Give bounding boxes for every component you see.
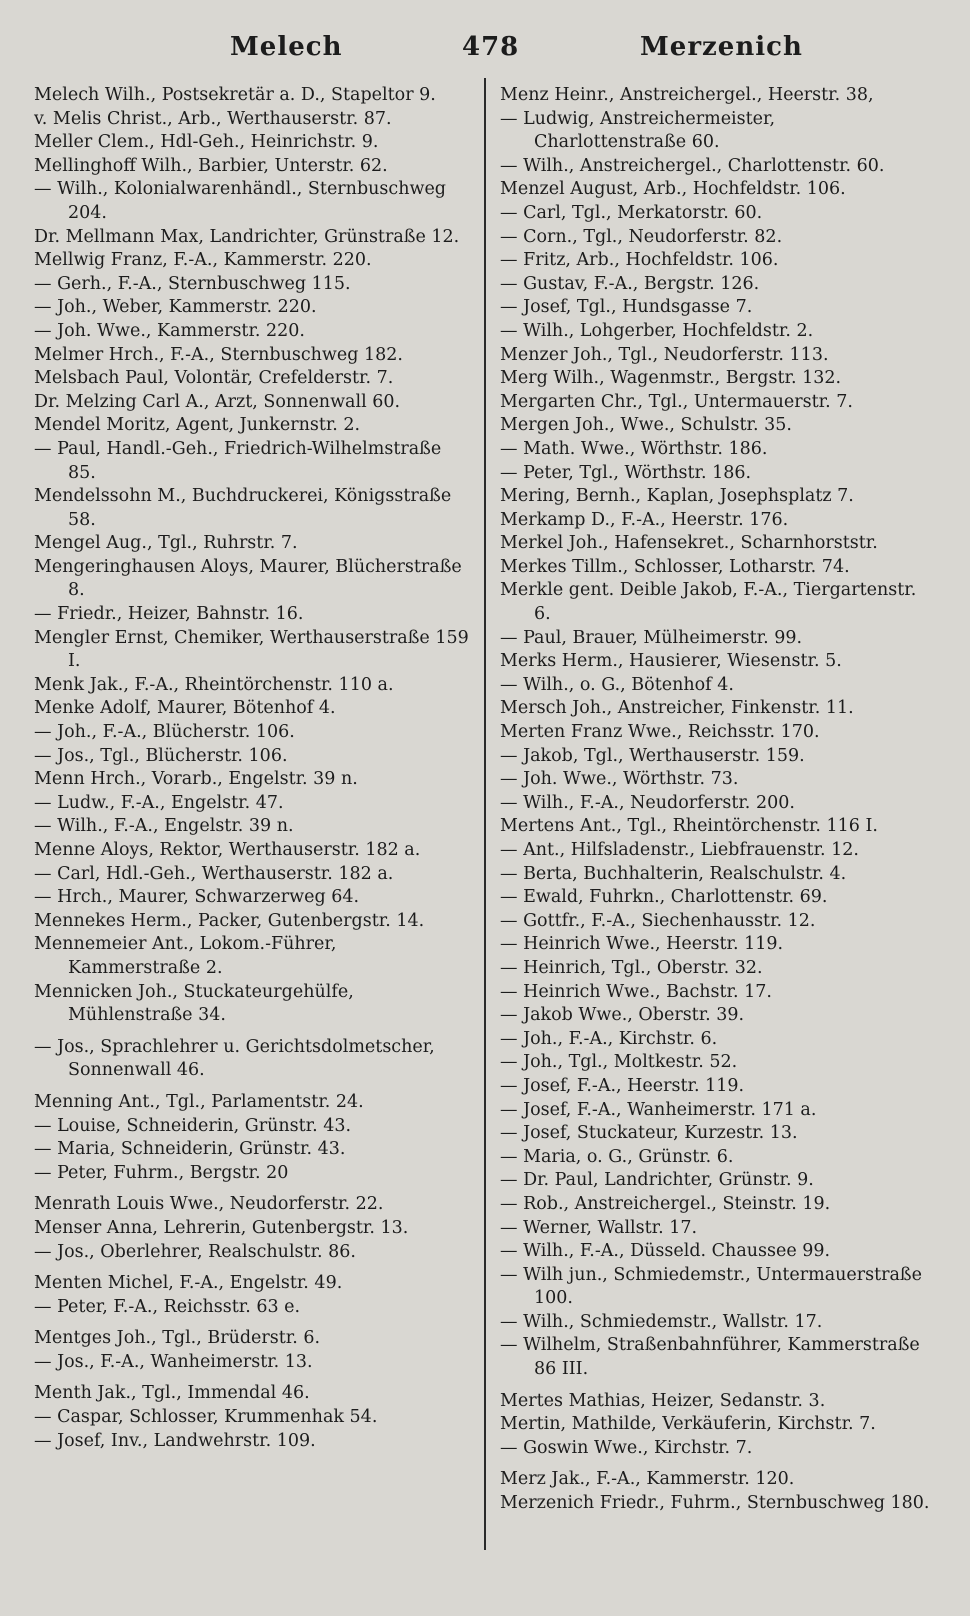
directory-entry: — Ant., Hilfsladenstr., Liebfrauenstr. 12. [500, 840, 859, 860]
header-first-entry: Melech [230, 32, 343, 62]
directory-entry: — Wilh., F.-A., Neudorferstr. 200. [500, 792, 795, 813]
directory-entry: Menke Adolf, Maurer, Bötenhof 4. [34, 698, 336, 719]
directory-entry: — Ewald, Fuhrkn., Charlottenstr. 69. [500, 887, 828, 908]
directory-entry: — Hrch., Maurer, Schwarzerweg 64. [34, 887, 360, 908]
directory-entry: — Wilh., o. G., Bötenhof 4. [500, 674, 734, 695]
directory-entry: Merkamp D., F.-A., Heerstr. 176. [500, 509, 789, 530]
directory-entry: — Paul, Handl.-Geh., Friedrich-Wilhelmstraße 85. [34, 438, 442, 483]
directory-entry: Menne Aloys, Rektor, Werthauserstr. 182 a. [34, 840, 421, 860]
directory-entry: Menk Jak., F.-A., Rheintörchenstr. 110 a. [34, 674, 394, 695]
directory-entry: — Carl, Tgl., Merkatorstr. 60. [500, 202, 763, 223]
directory-entry: — Wilh., F.-A., Düsseld. Chaussee 99. [500, 1241, 831, 1262]
directory-entry: Merkel Joh., Hafensekret., Scharnhorststr. [500, 533, 878, 554]
directory-entry: — Joh., F.-A., Blücherstr. 106. [34, 722, 295, 743]
directory-entry: — Math. Wwe., Wörthstr. 186. [500, 438, 768, 459]
directory-entry: — Joh. Wwe., Kammerstr. 220. [34, 320, 305, 341]
header-last-entry: Merzenich [640, 32, 803, 62]
directory-entry: — Ludw., F.-A., Engelstr. 47. [34, 792, 284, 813]
directory-entry: Mennicken Joh., Stuckateurgehülfe, Mühlenstraße 34. [34, 981, 354, 1026]
directory-entry: Menzer Joh., Tgl., Neudorferstr. 113. [500, 344, 829, 365]
directory-entry: — Ludwig, Anstreichermeister, Charlottenstraße 60. [500, 108, 776, 153]
directory-entry: Mersch Joh., Anstreicher, Finkenstr. 11. [500, 698, 854, 719]
directory-entry: — Joh. Wwe., Wörthstr. 73. [500, 769, 739, 790]
directory-entry: Mering, Bernh., Kaplan, Josephsplatz 7. [500, 486, 854, 507]
directory-entry: — Jos., F.-A., Wanheimerstr. 13. [34, 1351, 313, 1372]
directory-entry: Menser Anna, Lehrerin, Gutenbergstr. 13. [34, 1217, 409, 1238]
directory-entry: Mengeringhausen Aloys, Maurer, Blücherstraße 8. [34, 556, 462, 601]
directory-entry: — Caspar, Schlosser, Krummenhak 54. [34, 1407, 378, 1428]
directory-entry: — Jos., Sprachlehrer u. Gerichtsdolmetscher, Sonnenwall 46. [34, 1036, 435, 1081]
directory-entry: Menth Jak., Tgl., Immendal 46. [34, 1383, 310, 1404]
directory-entry: Menning Ant., Tgl., Parlamentstr. 24. [34, 1091, 364, 1112]
directory-entry: — Jos., Tgl., Blücherstr. 106. [34, 745, 288, 766]
directory-entry: — Josef, F.-A., Heerstr. 119. [500, 1075, 745, 1096]
directory-entry: — Maria, o. G., Grünstr. 6. [500, 1146, 734, 1167]
column-divider [484, 78, 486, 1550]
directory-entry: Mendel Moritz, Agent, Junkernstr. 2. [34, 415, 361, 436]
directory-entry: — Wilh., Kolonialwarenhändl., Sternbuschweg 204. [34, 179, 447, 223]
directory-entry: — Friedr., Heizer, Bahnstr. 16. [34, 604, 304, 625]
directory-entry: — Dr. Paul, Landrichter, Grünstr. 9. [500, 1170, 814, 1191]
directory-entry: Merz Jak., F.-A., Kammerstr. 120. [500, 1469, 795, 1490]
directory-entry: — Joh., F.-A., Kirchstr. 6. [500, 1028, 718, 1049]
directory-entry: — Goswin Wwe., Kirchstr. 7. [500, 1437, 753, 1458]
directory-entry: Mertens Ant., Tgl., Rheintörchenstr. 116 I. [500, 816, 878, 837]
page-number: 478 [462, 32, 520, 62]
directory-entry: Mennekes Herm., Packer, Gutenbergstr. 14. [34, 910, 425, 931]
directory-entry: — Wilh jun., Schmiedemstr., Untermauerstraße 100. [500, 1264, 922, 1309]
directory-entry: — Wilh., F.-A., Engelstr. 39 n. [34, 816, 294, 837]
directory-entry: Menz Heinr., Anstreichergel., Heerstr. 38, [500, 85, 874, 105]
directory-entry: Mendelssohn M., Buchdruckerei, Königsstraße 58. [34, 486, 452, 530]
directory-entry: — Heinrich Wwe., Heerstr. 119. [500, 934, 784, 955]
directory-entry: — Peter, F.-A., Reichsstr. 63 e. [34, 1296, 301, 1317]
directory-entry: — Gottfr., F.-A., Siechenhausstr. 12. [500, 910, 816, 931]
directory-entry: Mellwig Franz, F.-A., Kammerstr. 220. [34, 250, 372, 271]
directory-entry: Mengel Aug., Tgl., Ruhrstr. 7. [34, 533, 298, 554]
directory-entry: Meller Clem., Hdl-Geh., Heinrichstr. 9. [34, 132, 379, 153]
directory-entry: Mergen Joh., Wwe., Schulstr. 35. [500, 415, 792, 436]
directory-entry: Merten Franz Wwe., Reichsstr. 170. [500, 722, 820, 743]
directory-entry: — Wilh., Anstreichergel., Charlottenstr. 60. [500, 155, 885, 176]
directory-entry: — Josef, Inv., Landwehrstr. 109. [34, 1430, 316, 1451]
directory-entry: — Joh., Tgl., Moltkestr. 52. [500, 1052, 738, 1073]
left-column [34, 84, 474, 1453]
directory-entry: Mertin, Mathilde, Verkäuferin, Kirchstr. 7. [500, 1414, 876, 1435]
directory-entry: — Gustav, F.-A., Bergstr. 126. [500, 273, 760, 294]
directory-entry: — Jakob, Tgl., Werthauserstr. 159. [500, 745, 805, 766]
directory-entry: — Fritz, Arb., Hochfeldstr. 106. [500, 250, 779, 271]
directory-entry: Mertes Mathias, Heizer, Sedanstr. 3. [500, 1390, 826, 1411]
directory-entry: — Paul, Brauer, Mülheimerstr. 99. [500, 627, 803, 648]
directory-entry: Mennemeier Ant., Lokom.-Führer, Kammerstraße 2. [34, 934, 337, 978]
directory-entry: — Heinrich Wwe., Bachstr. 17. [500, 981, 772, 1002]
directory-entry: Dr. Melzing Carl A., Arzt, Sonnenwall 60. [34, 391, 401, 412]
directory-entry: — Louise, Schneiderin, Grünstr. 43. [34, 1115, 352, 1136]
directory-entry: Melech Wilh., Postsekretär a. D., Stapeltor 9. [34, 85, 436, 105]
directory-entry: — Peter, Fuhrm., Bergstr. 20 [34, 1162, 289, 1183]
directory-entry: — Berta, Buchhalterin, Realschulstr. 4. [500, 863, 847, 884]
directory-entry: — Gerh., F.-A., Sternbuschweg 115. [34, 273, 351, 294]
directory-entry: Merks Herm., Hausierer, Wiesenstr. 5. [500, 651, 842, 672]
directory-entry: — Wilhelm, Straßenbahnführer, Kammerstraße 86 III. [500, 1335, 920, 1380]
directory-entry: — Maria, Schneiderin, Grünstr. 43. [34, 1139, 346, 1160]
directory-entry: — Josef, F.-A., Wanheimerstr. 171 a. [500, 1099, 817, 1120]
directory-entry: Merkle gent. Deible Jakob, F.-A., Tiergartenstr. 6. [500, 580, 917, 625]
directory-entry: — Jakob Wwe., Oberstr. 39. [500, 1005, 745, 1026]
directory-entry: Melmer Hrch., F.-A., Sternbuschweg 182. [34, 344, 403, 365]
directory-entry: Menten Michel, F.-A., Engelstr. 49. [34, 1273, 343, 1294]
directory-entry: Mentges Joh., Tgl., Brüderstr. 6. [34, 1328, 321, 1349]
directory-entry: Dr. Mellmann Max, Landrichter, Grünstraße 12. [34, 226, 460, 247]
directory-entry: Menzel August, Arb., Hochfeldstr. 106. [500, 179, 846, 200]
directory-entry: Menn Hrch., Vorarb., Engelstr. 39 n. [34, 769, 358, 790]
directory-entry: Mergarten Chr., Tgl., Untermauerstr. 7. [500, 391, 853, 412]
directory-entry: — Wilh., Schmiedemstr., Wallstr. 17. [500, 1311, 823, 1332]
directory-entry: Merzenich Friedr., Fuhrm., Sternbuschweg 180. [500, 1493, 930, 1514]
directory-entry: Mengler Ernst, Chemiker, Werthauserstraße 159 I. [34, 627, 469, 672]
directory-entry: Mellinghoff Wilh., Barbier, Unterstr. 62. [34, 155, 388, 176]
directory-entry: — Jos., Oberlehrer, Realschulstr. 86. [34, 1241, 356, 1262]
directory-entry: — Rob., Anstreichergel., Steinstr. 19. [500, 1193, 831, 1214]
directory-entry: — Josef, Tgl., Hundsgasse 7. [500, 297, 753, 318]
directory-entry: Melsbach Paul, Volontär, Crefelderstr. 7. [34, 368, 394, 389]
directory-entry: Menrath Louis Wwe., Neudorferstr. 22. [34, 1194, 384, 1215]
directory-entry: — Heinrich, Tgl., Oberstr. 32. [500, 957, 763, 978]
directory-entry: Merkes Tillm., Schlosser, Lotharstr. 74. [500, 556, 850, 577]
page-header [0, 32, 970, 72]
directory-entry: v. Melis Christ., Arb., Werthauserstr. 87. [34, 108, 392, 129]
directory-entry: — Werner, Wallstr. 17. [500, 1217, 698, 1238]
directory-entry: Merg Wilh., Wagenmstr., Bergstr. 132. [500, 368, 842, 389]
directory-entry: — Carl, Hdl.-Geh., Werthauserstr. 182 a. [34, 863, 394, 884]
directory-entry: — Josef, Stuckateur, Kurzestr. 13. [500, 1123, 798, 1144]
right-column [500, 84, 932, 1516]
directory-entry: — Corn., Tgl., Neudorferstr. 82. [500, 226, 783, 247]
directory-entry: — Peter, Tgl., Wörthstr. 186. [500, 462, 752, 483]
directory-entry: — Wilh., Lohgerber, Hochfeldstr. 2. [500, 320, 814, 341]
directory-entry: — Joh., Weber, Kammerstr. 220. [34, 297, 317, 318]
